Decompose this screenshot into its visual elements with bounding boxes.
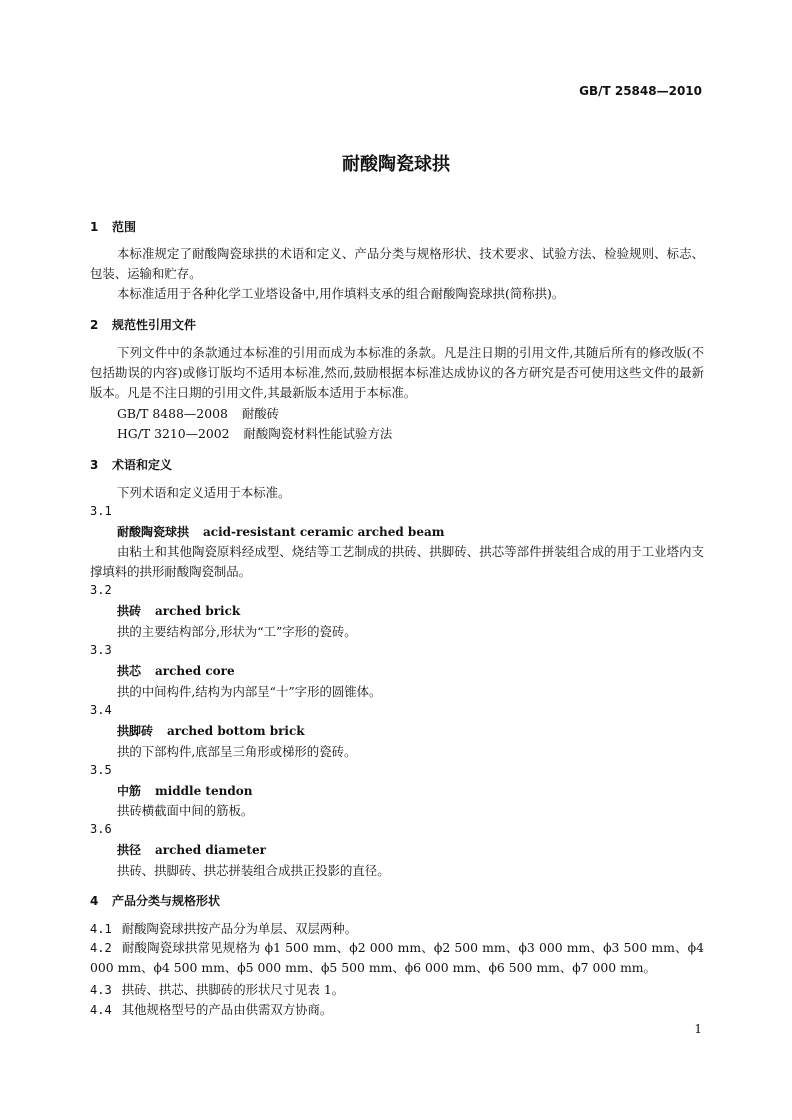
clause-number: 3.3 [90, 643, 112, 657]
term-entry [117, 523, 444, 540]
reference-item [117, 424, 392, 442]
term-definition: 拱的下部构件,底部呈三角形或梯形的瓷砖。 [117, 744, 357, 759]
section-2-paragraph: 下列文件中的条款通过本标准的引用而成为本标准的条款。凡是注日期的引用文件,其随后所有的修改版(不包括勘误的内容)或修订版均不适用本标准,然而,鼓励根据本标准达成协议的各方研究是否可使用这些文件的最新版本。凡是不注日期的引用文件,其最新版本适用于本标准。 [90, 345, 704, 400]
clause-item [90, 919, 357, 937]
section-3-intro: 下列术语和定义适用于本标准。 [117, 485, 291, 500]
term-definition: 拱砖、拱脚砖、拱芯拼装组合成拱正投影的直径。 [117, 863, 390, 878]
clause-number: 3.5 [90, 763, 112, 777]
term-entry [117, 722, 305, 739]
term-chinese: 拱径 [117, 843, 142, 857]
term-chinese: 拱砖 [117, 604, 142, 618]
term-english: arched diameter [155, 843, 266, 857]
section-3-heading [90, 456, 172, 473]
clause-text: 耐酸陶瓷球拱常见规格为 ϕ1 500 mm、ϕ2 000 mm、ϕ2 500 mm、ϕ3 000 mm、ϕ3 500 mm、ϕ4 000 mm、ϕ4 500 mm、ϕ5 000 mm、ϕ5 500 mm、ϕ6 000 mm、ϕ6 500 mm、ϕ7 000 mm。 [90, 940, 704, 975]
term-english: arched bottom brick [167, 724, 305, 738]
section-2-heading [90, 316, 196, 333]
clause-number: 4.1 [90, 922, 112, 936]
term-chinese: 拱芯 [117, 664, 142, 678]
term-chinese: 中筋 [117, 784, 142, 798]
standard-code: GB/T 25848—2010 [579, 84, 702, 98]
section-title: 范围 [112, 220, 137, 234]
page-number: 1 [694, 1022, 702, 1036]
clause-item [90, 1000, 332, 1018]
section-4-heading [90, 892, 220, 909]
reference-code: GB/T 8488—2008 [117, 406, 228, 421]
section-number: 2 [90, 318, 99, 332]
clause-item [90, 980, 344, 998]
term-definition: 由粘土和其他陶瓷原料经成型、烧结等工艺制成的拱砖、拱脚砖、拱芯等部件拼装组合成的用于工业塔内支撑填料的拱形耐酸陶瓷制品。 [90, 544, 704, 579]
clause-number: 4.2 [90, 941, 112, 955]
clause-text: 拱砖、拱芯、拱脚砖的形状尺寸见表 1。 [121, 982, 345, 997]
section-1-paragraph-1: 本标准规定了耐酸陶瓷球拱的术语和定义、产品分类与规格形状、技术要求、试验方法、检验规则、标志、包装、运输和贮存。 [90, 246, 704, 281]
clause-number: 4.3 [90, 983, 112, 997]
term-definition: 拱的主要结构部分,形状为“工”字形的瓷砖。 [117, 624, 357, 639]
section-title: 规范性引用文件 [112, 318, 197, 332]
clause-number: 3.1 [90, 504, 112, 518]
section-title: 产品分类与规格形状 [112, 894, 221, 908]
clause-text: 耐酸陶瓷球拱按产品分为单层、双层两种。 [121, 921, 358, 936]
term-entry [117, 602, 240, 619]
reference-code: HG/T 3210—2002 [117, 426, 230, 441]
term-chinese: 拱脚砖 [117, 724, 154, 738]
clause-item [90, 938, 704, 978]
term-definition: 拱砖横截面中间的筋板。 [117, 803, 254, 818]
clause-number: 3.6 [90, 822, 112, 836]
term-english: arched core [155, 664, 235, 678]
section-1-paragraph-2: 本标准适用于各种化学工业塔设备中,用作填料支承的组合耐酸陶瓷球拱(简称拱)。 [117, 286, 565, 301]
term-entry [117, 662, 235, 679]
term-entry [117, 782, 252, 799]
reference-name: 耐酸砖 [241, 406, 280, 421]
term-english: acid-resistant ceramic arched beam [203, 525, 445, 539]
section-number: 3 [90, 458, 99, 472]
reference-item [117, 404, 279, 422]
section-number: 1 [90, 220, 99, 234]
section-number: 4 [90, 894, 99, 908]
term-entry [117, 841, 266, 858]
term-definition: 拱的中间构件,结构为内部呈“十”字形的圆锥体。 [117, 684, 382, 699]
section-title: 术语和定义 [112, 458, 173, 472]
term-english: middle tendon [155, 784, 253, 798]
section-1-heading [90, 218, 136, 235]
term-chinese: 耐酸陶瓷球拱 [117, 525, 190, 539]
clause-text: 其他规格型号的产品由供需双方协商。 [121, 1002, 333, 1017]
clause-number: 4.4 [90, 1003, 112, 1017]
document-title: 耐酸陶瓷球拱 [342, 154, 450, 175]
term-english: arched brick [155, 604, 241, 618]
reference-name: 耐酸陶瓷材料性能试验方法 [243, 426, 393, 441]
clause-number: 3.4 [90, 703, 112, 717]
clause-number: 3.2 [90, 583, 112, 597]
